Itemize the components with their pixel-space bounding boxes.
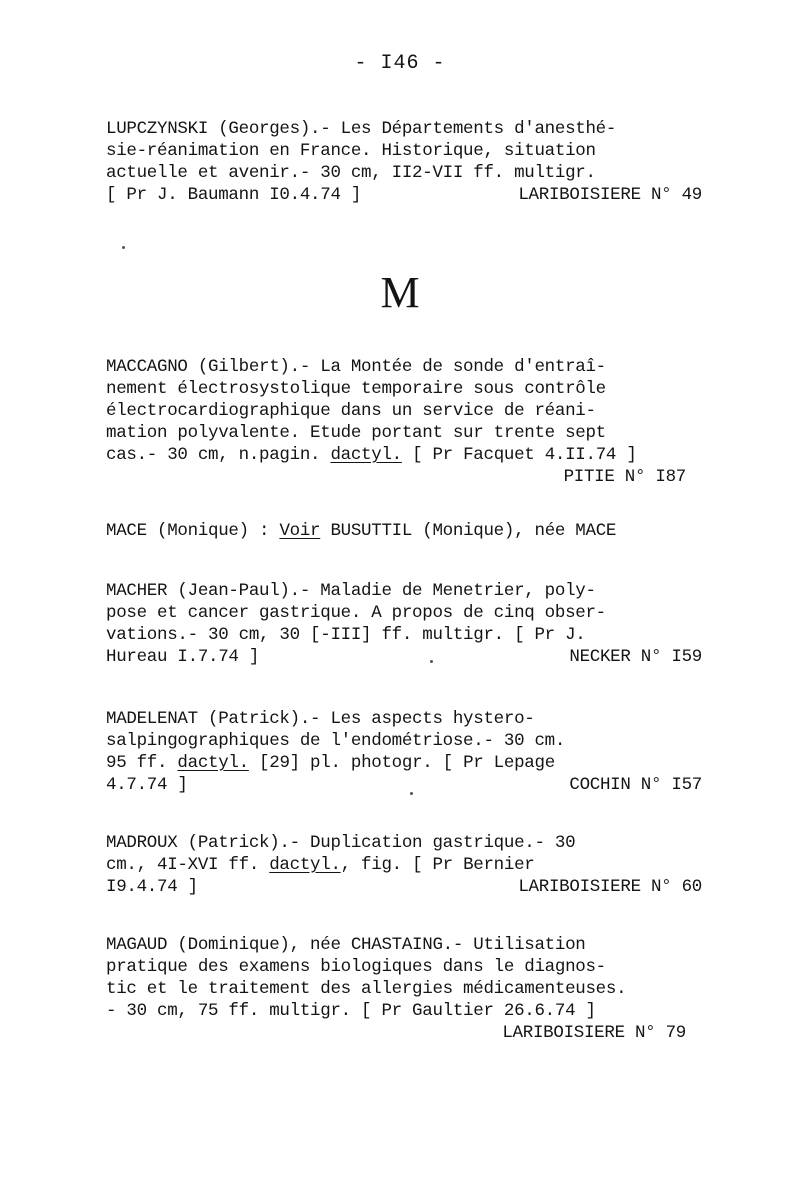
hospital-number: LARIBOISIERE N° 79: [502, 1023, 686, 1043]
entry-last-line: [106, 184, 702, 206]
entry-line: pratique des examens biologiques dans le diagnos-: [106, 957, 606, 977]
underlined-term: dactyl.: [177, 753, 249, 773]
entry-line: - 30 cm, 75 ff. multigr. [ Pr Gaultier 26.6.74 ]: [106, 1001, 596, 1021]
hospital-number: COCHIN N° I57: [569, 775, 702, 795]
speck-mark: [122, 246, 125, 249]
bibliography-entry-madelenat: [106, 708, 702, 796]
advisor-date: 4.7.74 ]: [106, 775, 188, 795]
entry-text: [ Pr Facquet 4.II.74 ]: [401, 445, 637, 465]
entry-line: [106, 520, 702, 542]
entry-line: salpingographiques de l'endométriose.- 30 cm.: [106, 731, 566, 751]
hospital-number: LARIBOISIERE N° 60: [518, 877, 702, 897]
entry-line: actuelle et avenir.- 30 cm, II2-VII ff. multigr.: [106, 163, 596, 183]
advisor-date: [ Pr J. Baumann I0.4.74 ]: [106, 185, 362, 205]
bibliography-entry-maccagno: [106, 356, 702, 488]
bibliography-entry-macher: [106, 580, 702, 668]
page-number: - I46 -: [354, 52, 446, 75]
bibliography-entry-madroux: [106, 832, 702, 898]
bibliography-entry-mace: [106, 520, 702, 542]
underlined-term: dactyl.: [269, 855, 341, 875]
bibliography-entry-lupczynski: [106, 118, 702, 206]
entry-text: cas.- 30 cm, n.pagin.: [106, 445, 331, 465]
speck-mark: [410, 792, 413, 795]
advisor-date: Hureau I.7.74 ]: [106, 647, 260, 667]
entry-line: MAGAUD (Dominique), née CHASTAING.- Utilisation: [106, 935, 586, 955]
entry-text: BUSUTTIL (Monique), née MACE: [320, 521, 617, 541]
entry-line: [106, 444, 702, 466]
entry-line: sie-réanimation en France. Historique, situation: [106, 141, 596, 161]
entry-line: [106, 854, 702, 876]
entry-line: nement électrosystolique temporaire sous contrôle: [106, 379, 606, 399]
speck-mark: [430, 660, 433, 663]
entry-line: pose et cancer gastrique. A propos de cinq obser-: [106, 603, 606, 623]
hospital-number: NECKER N° I59: [569, 647, 702, 667]
see-reference-link: Voir: [279, 521, 321, 541]
bibliography-entry-magaud: [106, 934, 702, 1044]
section-letter: M: [380, 268, 420, 317]
entry-text: , fig. [ Pr Bernier: [340, 855, 535, 875]
entry-line: MADROUX (Patrick).- Duplication gastrique.- 30: [106, 833, 576, 853]
entry-line: MACHER (Jean-Paul).- Maladie de Menetrier, poly-: [106, 581, 596, 601]
hospital-number: LARIBOISIERE N° 49: [518, 185, 702, 205]
entry-line: vations.- 30 cm, 30 [-III] ff. multigr. [ Pr J.: [106, 625, 586, 645]
entry-text: cm., 4I-XVI ff.: [106, 855, 270, 875]
advisor-date: I9.4.74 ]: [106, 877, 198, 897]
underlined-term: dactyl.: [330, 445, 402, 465]
entry-line: électrocardiographique dans un service de réani-: [106, 401, 596, 421]
hospital-number: PITIE N° I87: [563, 467, 686, 487]
entry-line: tic et le traitement des allergies médicamenteuses.: [106, 979, 627, 999]
entry-line: MADELENAT (Patrick).- Les aspects hystero-: [106, 709, 535, 729]
entry-line: mation polyvalente. Etude portant sur trente sept: [106, 423, 606, 443]
entry-last-line: [106, 774, 702, 796]
entry-line: MACCAGNO (Gilbert).- La Montée de sonde d'entraî-: [106, 357, 606, 377]
entry-last-line: [106, 646, 702, 668]
entry-text: 95 ff.: [106, 753, 178, 773]
entry-last-line: [106, 876, 702, 898]
entry-text: MACE (Monique) :: [106, 521, 280, 541]
entry-text: [29] pl. photogr. [ Pr Lepage: [248, 753, 555, 773]
entry-line: [106, 752, 702, 774]
entry-line: LUPCZYNSKI (Georges).- Les Départements d'anesthé-: [106, 119, 617, 139]
